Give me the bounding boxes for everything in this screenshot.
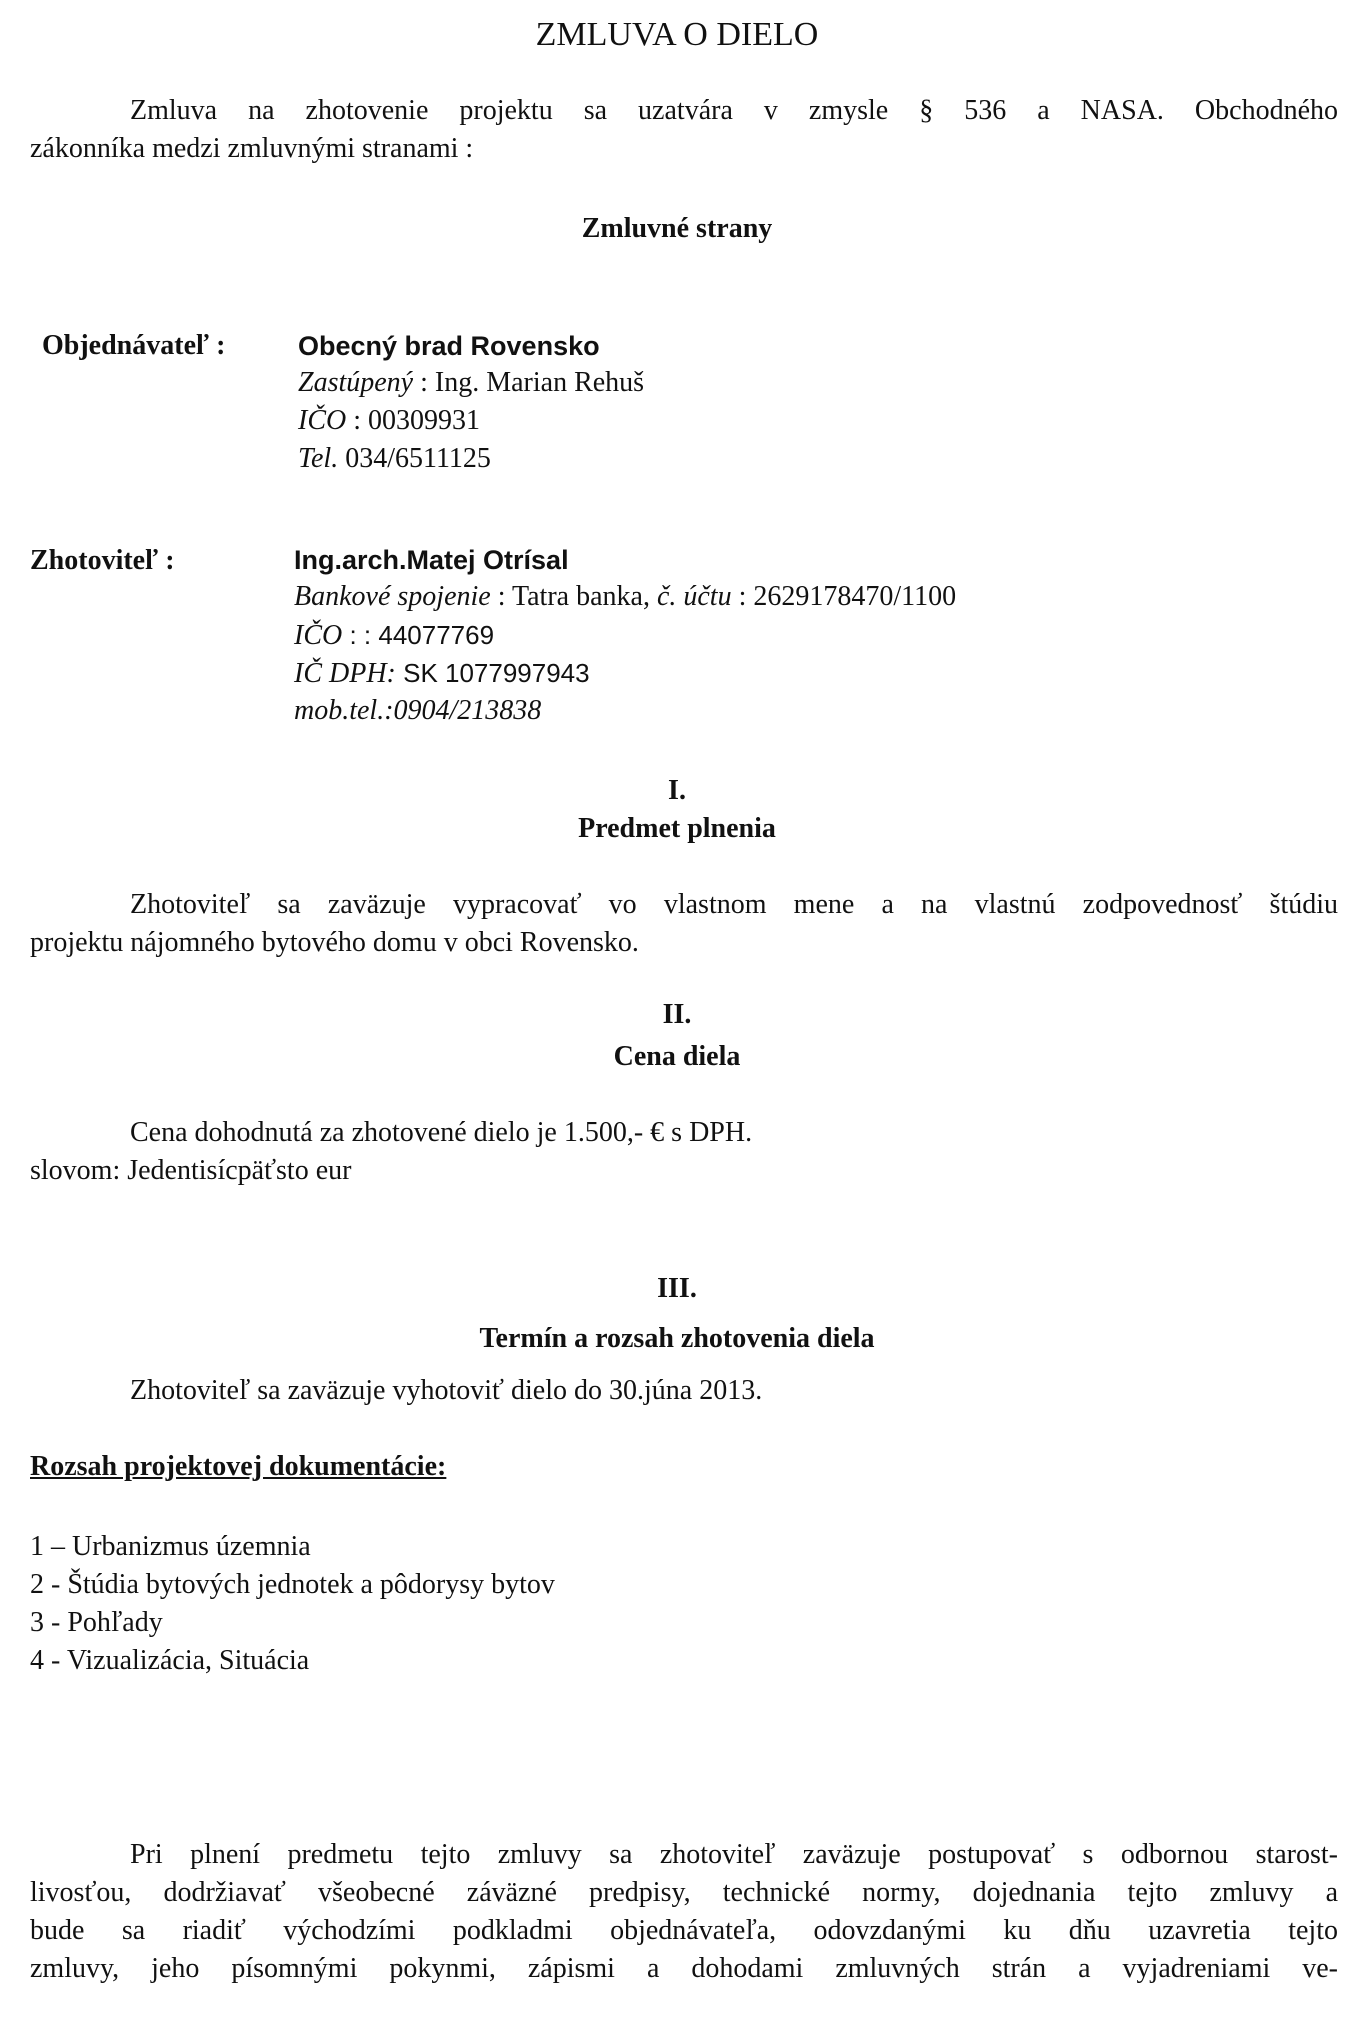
section-3-title: Termín a rozsah zhotovenia diela xyxy=(479,1323,875,1354)
contractor-name: Ing.arch.Matej Otrísal xyxy=(294,545,569,575)
section-2-line-1: Cena dohodnutá za zhotovené dielo je 1.500,- € s DPH. xyxy=(130,1117,753,1148)
section-1-title: Predmet plnenia xyxy=(578,813,776,844)
section-3-number: III. xyxy=(657,1273,697,1304)
scope-item: 2 - Štúdia bytových jednotek a pôdorysy bytov xyxy=(30,1569,555,1600)
contractor-ico-label: IČO xyxy=(294,620,343,651)
scope-item: 3 - Pohľady xyxy=(30,1607,163,1638)
contractor-mobile: mob.tel.:0904/213838 xyxy=(294,695,542,726)
contractor-dic xyxy=(294,654,590,693)
section-1-line-1: Zhotoviteľ sa zaväzuje vypracovať vo vlastnom mene a na vlastnú zodpovednosť štúdiu xyxy=(130,889,1338,920)
section-2-title: Cena diela xyxy=(613,1041,741,1072)
document-title: ZMLUVA O DIELO xyxy=(535,16,819,53)
client-tel-value: 034/6511125 xyxy=(338,443,491,474)
client-rep-value: : Ing. Marian Rehuš xyxy=(413,367,645,398)
client-ico-value: : 00309931 xyxy=(346,405,481,436)
section-3-line-1: Zhotoviteľ sa zaväzuje vyhotoviť dielo do 30.júna 2013. xyxy=(130,1375,763,1406)
contractor-acct-value: : 2629178470/1100 xyxy=(731,581,957,612)
contractor-acct-label: č. účtu xyxy=(656,581,732,612)
client-rep-label: Zastúpený xyxy=(298,367,414,398)
intro-line-2: zákonníka medzi zmluvnými stranami : xyxy=(30,133,474,164)
section-2-number: II. xyxy=(662,999,692,1030)
client-ico-label: IČO xyxy=(298,405,347,436)
scope-item: 4 - Vizualizácia, Situácia xyxy=(30,1645,310,1676)
contractor-ico xyxy=(294,616,494,655)
parties-heading: Zmluvné strany xyxy=(581,213,773,244)
closing-line-4: zmluvy, jeho písomnými pokynmi, zápismi a dohodami zmluvných strán a vyjadreniami ve- xyxy=(30,1953,1338,1984)
closing-line-1: Pri plnení predmetu tejto zmluvy sa zhotoviteľ zaväzuje postupovať s odbornou starost- xyxy=(130,1839,1338,1870)
closing-line-3: bude sa riadiť východzími podkladmi objednávateľa, odovzdanými ku dňu uzavretia tejto xyxy=(30,1915,1338,1946)
contractor-bank-label: Bankové spojenie xyxy=(294,581,491,612)
client-tel xyxy=(298,440,491,478)
scope-heading: Rozsah projektovej dokumentácie: xyxy=(30,1451,447,1482)
client-name: Obecný brad Rovensko xyxy=(298,331,600,361)
contractor-ico-value: : : 44077769 xyxy=(342,620,495,650)
client-representative xyxy=(298,364,644,402)
intro-line-1: Zmluva na zhotovenie projektu sa uzatvára v zmysle § 536 a NASA. Obchodného xyxy=(130,95,1338,126)
section-2-line-2: slovom: Jedentisícpäťsto eur xyxy=(30,1155,352,1186)
contractor-dic-value: SK 1077997943 xyxy=(395,658,590,688)
contractor-bank xyxy=(294,578,956,616)
section-1-number: I. xyxy=(668,775,686,806)
section-1-line-2: projektu nájomného bytového domu v obci Rovensko. xyxy=(30,927,639,958)
contractor-label: Zhotoviteľ : xyxy=(30,545,175,576)
contractor-bank-value: : Tatra banka, xyxy=(490,581,657,612)
scope-item: 1 – Urbanizmus územnia xyxy=(30,1531,311,1562)
client-tel-label: Tel. xyxy=(298,443,339,474)
client-label: Objednávateľ : xyxy=(42,330,226,361)
client-ico xyxy=(298,402,480,440)
closing-line-2: livosťou, dodržiavať všeobecné záväzné predpisy, technické normy, dojednania tejto zmluvy a xyxy=(30,1877,1338,1908)
contractor-dic-label: IČ DPH: xyxy=(294,658,396,689)
